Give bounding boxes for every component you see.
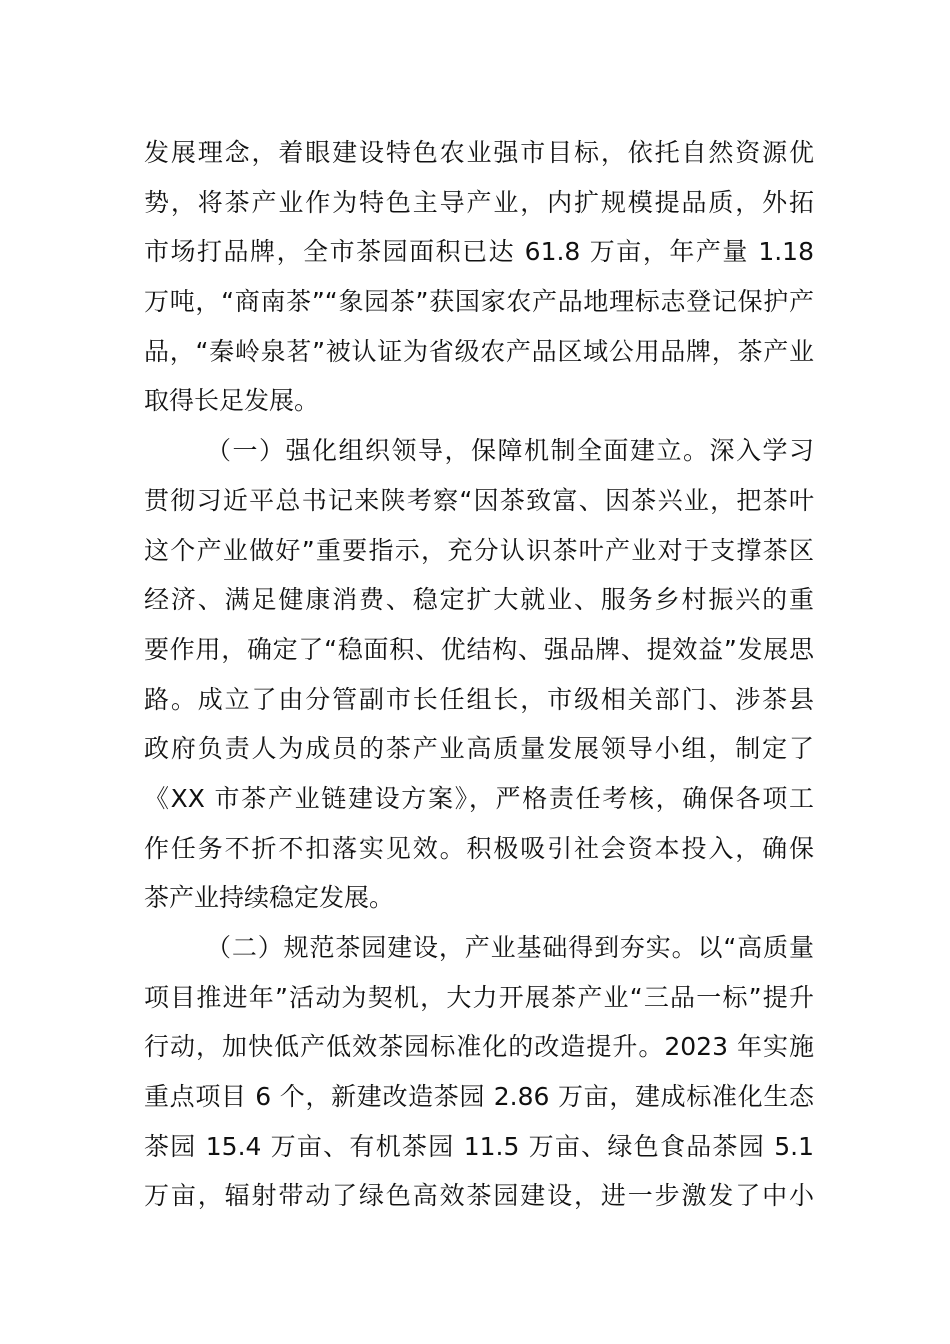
text-line: 势，将茶产业作为特色主导产业，内扩规模提品质，外拓 [144, 187, 814, 217]
text-line: 项目推进年”活动为契机，大力开展茶产业“三品一标”提升 [144, 982, 814, 1012]
text-line: 万吨，“商南茶”“象园茶”获国家农产品地理标志登记保护产 [144, 287, 814, 317]
text-line: 政府负责人为成员的茶产业高质量发展领导小组，制定了 [144, 734, 814, 764]
text-line: 行动，加快低产低效茶园标准化的改造提升。2023 年实施 [144, 1032, 814, 1062]
section-heading-line: （二）规范茶园建设，产业基础得到夯实。以“高质量 [206, 933, 814, 962]
text-line: 发展理念，着眼建设特色农业强市目标，依托自然资源优 [144, 138, 814, 167]
section-heading-line: （一）强化组织领导，保障机制全面建立。深入学习 [206, 436, 814, 466]
text-line: 市场打品牌，全市茶园面积已达 61.8 万亩，年产量 1.18 [144, 237, 814, 267]
text-line: 重点项目 6 个，新建改造茶园 2.86 万亩，建成标准化生态 [144, 1082, 814, 1112]
text-line: 路。成立了由分管副市长任组长，市级相关部门、涉茶县 [144, 684, 814, 714]
text-line: 万亩，辐射带动了绿色高效茶园建设，进一步激发了中小 [144, 1181, 814, 1211]
text-line: 《XX 市茶产业链建设方案》，严格责任考核，确保各项工 [144, 783, 814, 813]
text-line: 取得长足发展。 [144, 386, 320, 416]
text-line: 这个产业做好”重要指示，充分认识茶叶产业对于支撑茶区 [144, 535, 814, 565]
text-line: 贯彻习近平总书记来陕考察“因茶致富、因茶兴业，把茶叶 [144, 485, 814, 515]
text-line: 茶产业持续稳定发展。 [144, 883, 395, 913]
text-line: 作任务不折不扣落实见效。积极吸引社会资本投入，确保 [144, 833, 814, 863]
body-text [144, 128, 814, 1221]
text-line: 要作用，确定了“稳面积、优结构、强品牌、提效益”发展思 [144, 634, 814, 664]
text-line: 茶园 15.4 万亩、有机茶园 11.5 万亩、绿色食品茶园 5.1 [144, 1131, 814, 1161]
text-line: 经济、满足健康消费、稳定扩大就业、服务乡村振兴的重 [144, 585, 814, 615]
text-line: 品，“秦岭泉茗”被认证为省级农产品区域公用品牌，茶产业 [144, 336, 814, 366]
